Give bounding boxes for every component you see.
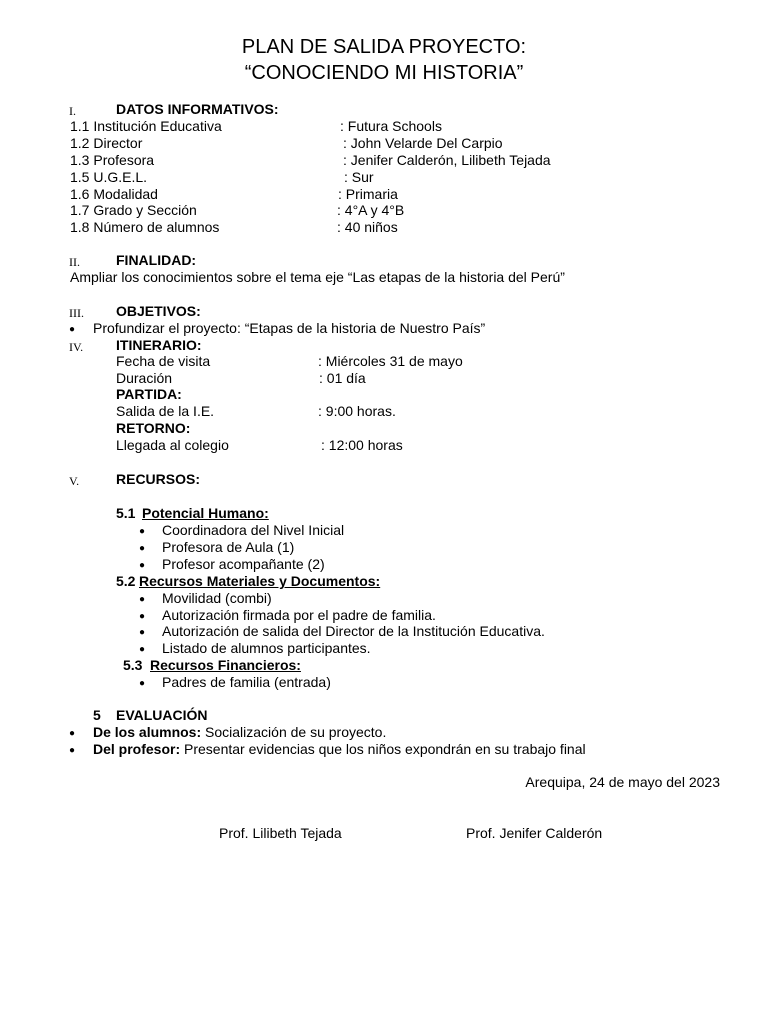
section-heading-evaluacion: EVALUACIÓN — [116, 707, 208, 723]
document-date: Arequipa, 24 de mayo del 2023 — [525, 774, 720, 790]
list-item: Profesor acompañante (2) — [162, 556, 325, 572]
list-item: Padres de familia (entrada) — [162, 674, 331, 690]
evaluacion-alumnos-label: De los alumnos: — [93, 724, 202, 740]
bullet-icon: ● — [139, 678, 146, 689]
signature-name: Prof. Jenifer Calderón — [466, 825, 603, 841]
section-heading-recursos: RECURSOS: — [116, 471, 201, 487]
bullet-icon: ● — [139, 526, 146, 537]
itinerario-value: : 9:00 horas. — [318, 403, 396, 419]
section-number: V. — [69, 474, 80, 488]
list-item: Profesora de Aula (1) — [162, 539, 295, 555]
list-item: Listado de alumnos participantes. — [162, 640, 371, 656]
info-label: 1.1 Institución Educativa — [70, 118, 222, 134]
subsection-number: 5.1 — [116, 505, 136, 521]
bullet-icon: ● — [139, 611, 146, 622]
itinerario-value: : 12:00 horas — [321, 437, 403, 453]
list-item: Autorización firmada por el padre de familia. — [162, 607, 436, 623]
itinerario-value: : Miércoles 31 de mayo — [318, 353, 463, 369]
bullet-icon: ● — [69, 728, 76, 739]
section-heading-datos: DATOS INFORMATIVOS: — [116, 101, 279, 117]
info-label: 1.6 Modalidad — [70, 186, 158, 202]
itinerario-label: Llegada al colegio — [116, 437, 229, 453]
subsection-heading-potencial-humano: Potencial Humano: — [142, 505, 269, 521]
section-number: I. — [69, 104, 76, 118]
document-title-line2: “CONOCIENDO MI HISTORIA” — [244, 62, 524, 84]
section-heading-objetivos: OBJETIVOS: — [116, 303, 201, 319]
subsection-number: 5.2 — [116, 573, 136, 589]
section-number: II. — [69, 255, 80, 269]
info-value: : John Velarde Del Carpio — [343, 135, 503, 151]
retorno-heading: RETORNO: — [116, 420, 191, 436]
evaluacion-alumnos — [93, 724, 386, 741]
document-title-line1: PLAN DE SALIDA PROYECTO: — [241, 36, 527, 58]
info-label: 1.8 Número de alumnos — [70, 219, 220, 235]
info-value: : Futura Schools — [340, 118, 442, 134]
section-number: 5 — [93, 707, 101, 723]
info-label: 1.5 U.G.E.L. — [70, 169, 148, 185]
evaluacion-profesor-label: Del profesor: — [93, 741, 181, 757]
list-item: Coordinadora del Nivel Inicial — [162, 522, 345, 538]
bullet-icon: ● — [139, 594, 146, 605]
bullet-icon: ● — [139, 560, 146, 571]
bullet-icon: ● — [139, 627, 146, 638]
itinerario-value: : 01 día — [319, 370, 366, 386]
info-value: : Jenifer Calderón, Lilibeth Tejada — [343, 152, 551, 168]
bullet-icon: ● — [139, 644, 146, 655]
subsection-number: 5.3 — [123, 657, 143, 673]
info-value: : Primaria — [338, 186, 398, 202]
evaluacion-alumnos-text: Socialización de su proyecto. — [205, 724, 387, 740]
subsection-heading-recursos-financieros: Recursos Financieros: — [150, 657, 301, 673]
bullet-icon: ● — [139, 543, 146, 554]
subsection-heading-recursos-materiales: Recursos Materiales y Documentos: — [139, 573, 381, 589]
info-label: 1.3 Profesora — [70, 152, 155, 168]
partida-heading: PARTIDA: — [116, 386, 182, 402]
info-label: 1.7 Grado y Sección — [70, 202, 197, 218]
info-label: 1.2 Director — [70, 135, 143, 151]
info-value: : Sur — [344, 169, 374, 185]
bullet-icon: ● — [69, 745, 76, 756]
itinerario-label: Fecha de visita — [116, 353, 211, 369]
itinerario-label: Duración — [116, 370, 173, 386]
section-heading-itinerario: ITINERARIO: — [116, 337, 202, 353]
evaluacion-profesor-text: Presentar evidencias que los niños expondrán en su trabajo final — [184, 741, 586, 757]
list-item: Autorización de salida del Director de la Institución Educativa. — [162, 623, 545, 639]
objetivo-text: Profundizar el proyecto: “Etapas de la historia de Nuestro País” — [93, 320, 486, 336]
itinerario-label: Salida de la I.E. — [116, 403, 215, 419]
section-number: III. — [69, 306, 84, 320]
finalidad-text: Ampliar los conocimientos sobre el tema eje “Las etapas de la historia del Perú” — [70, 269, 565, 285]
section-number: IV. — [69, 340, 84, 354]
signature-name: Prof. Lilibeth Tejada — [219, 825, 342, 841]
info-value: : 40 niños — [337, 219, 398, 235]
list-item: Movilidad (combi) — [162, 590, 272, 606]
bullet-icon: ● — [69, 324, 76, 335]
info-value: : 4°A y 4°B — [337, 202, 405, 218]
section-heading-finalidad: FINALIDAD: — [116, 252, 197, 268]
evaluacion-profesor — [93, 741, 586, 758]
